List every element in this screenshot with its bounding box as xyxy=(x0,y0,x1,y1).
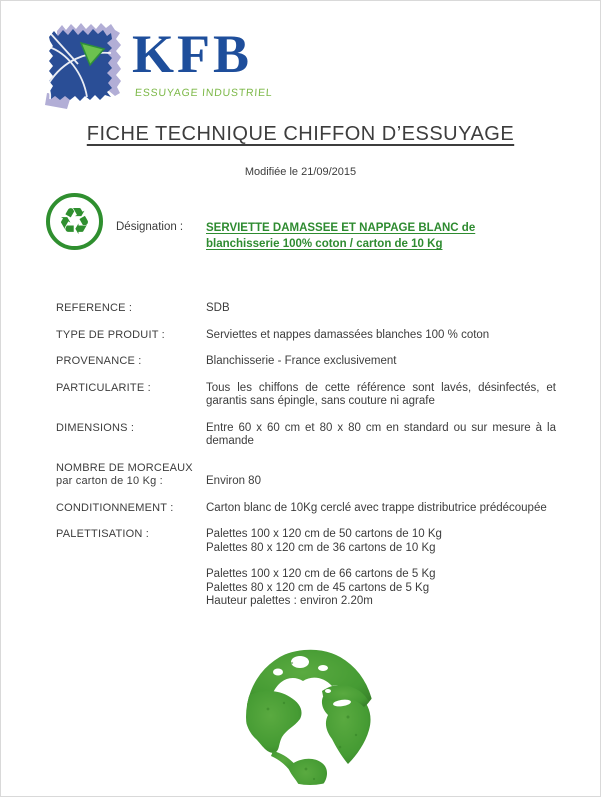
designation-section xyxy=(116,220,566,252)
spec-label: REFERENCE : xyxy=(56,302,133,314)
logo-wordmark: KFB xyxy=(132,24,253,84)
logo-tagline: ESSUYAGE INDUSTRIEL xyxy=(134,87,273,99)
spec-value: SDB xyxy=(206,302,230,314)
spec-label: CONDITIONNEMENT : xyxy=(56,501,174,514)
spec-value: Environ 80 xyxy=(206,475,261,487)
spec-value xyxy=(206,528,556,609)
spec-row-particularite xyxy=(56,382,561,409)
spec-row-dimensions xyxy=(56,422,561,449)
spec-label xyxy=(56,462,206,489)
palettisation-line: Palettes 100 x 120 cm de 66 cartons de 5 Kg xyxy=(206,568,436,580)
recycle-icon: ♻ xyxy=(46,193,103,250)
spec-label: PROVENANCE : xyxy=(56,355,142,367)
spec-label: DIMENSIONS : xyxy=(56,421,135,434)
spec-label: PARTICULARITE : xyxy=(56,381,151,394)
spec-label: PALETTISATION : xyxy=(56,528,150,540)
palettisation-line: Hauteur palettes : environ 2.20m xyxy=(206,595,373,607)
palettisation-line: Palettes 80 x 120 cm de 36 cartons de 10 Kg xyxy=(206,541,436,554)
palettisation-line: Palettes 80 x 120 cm de 45 cartons de 5 Kg xyxy=(206,581,430,594)
spec-label-line2: par carton de 10 Kg : xyxy=(56,475,163,487)
spec-table xyxy=(56,302,561,622)
spec-row-provenance xyxy=(56,355,561,369)
designation-line2: blanchisserie 100% coton / carton de 10 Kg xyxy=(206,238,443,250)
spec-value: Blanchisserie - France exclusivement xyxy=(206,355,397,367)
spec-value: Serviettes et nappes damassées blanches 100 % coton xyxy=(206,328,490,341)
designation-line1: SERVIETTE DAMASSEE ET NAPPAGE BLANC de xyxy=(206,222,476,234)
spec-label-line1: NOMBRE DE MORCEAUX xyxy=(56,461,193,474)
designation-label: Désignation : xyxy=(116,221,184,233)
palettisation-line: Palettes 100 x 120 cm de 50 cartons de 10 Kg xyxy=(206,528,442,540)
spec-row-conditionnement xyxy=(56,502,561,516)
spec-row-type-produit xyxy=(56,329,561,343)
green-earth-icon xyxy=(244,647,376,797)
spec-value: Tous les chiffons de cette référence sont lavés, désinfectés, et garantis sans épingle, sans couture ni agrafe xyxy=(206,381,556,407)
kfb-fabric-swatch-icon xyxy=(41,19,129,109)
spec-value: Carton blanc de 10Kg cerclé avec trappe distributrice prédécoupée xyxy=(206,501,547,514)
modified-date: Modifiée le 21/09/2015 xyxy=(244,166,357,178)
spec-value: Entre 60 x 60 cm et 80 x 80 cm en standard ou sur mesure à la demande xyxy=(206,421,556,447)
spec-row-palettisation xyxy=(56,528,561,609)
spec-row-nombre-morceaux xyxy=(56,462,561,489)
designation-value xyxy=(206,220,561,252)
spec-label: TYPE DE PRODUIT : xyxy=(56,328,165,341)
spec-row-reference xyxy=(56,302,561,316)
page-title: FICHE TECHNIQUE CHIFFON D’ESSUYAGE xyxy=(86,123,515,145)
